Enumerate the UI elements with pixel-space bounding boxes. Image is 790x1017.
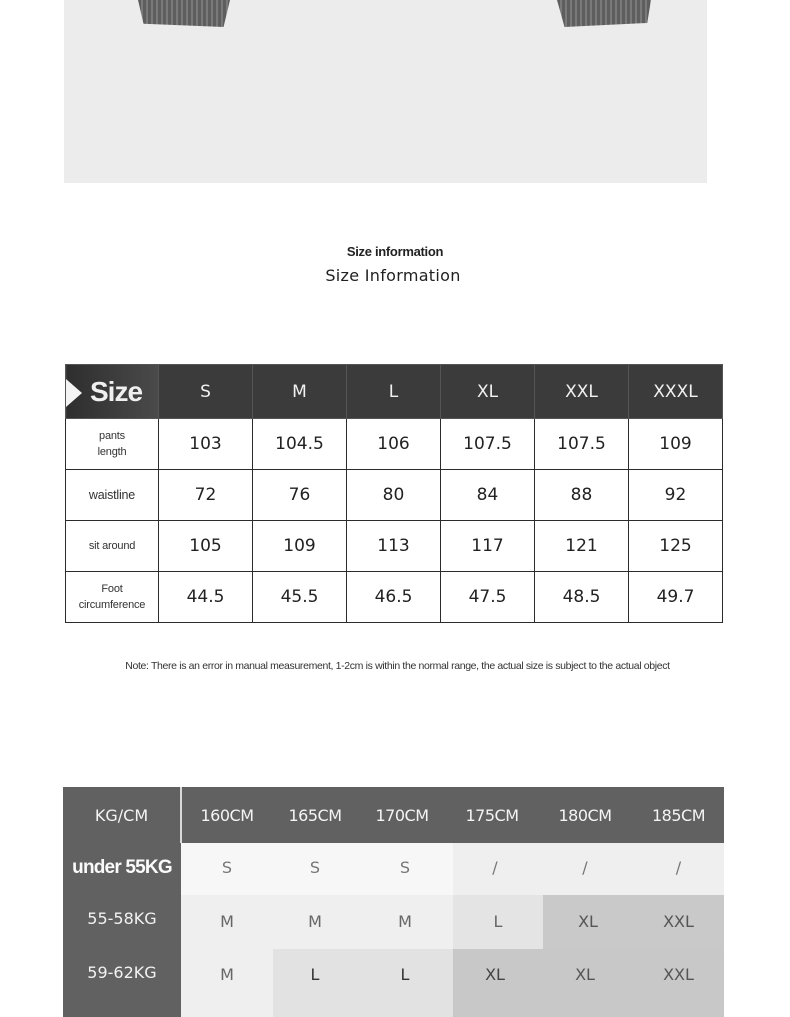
section-title: Size Information: [325, 266, 461, 285]
wh-size-cell: L: [453, 895, 543, 949]
wh-size-cell: M: [181, 949, 273, 1017]
weight-height-chart: [63, 787, 724, 1017]
wh-height-header: 170CM: [375, 806, 429, 825]
table-cell: 121: [535, 521, 629, 572]
wh-height-header: 185CM: [651, 806, 705, 825]
table-row-pants-length: [66, 419, 723, 470]
wh-size-cell: M: [357, 895, 453, 949]
row-label-foot-circumference: [66, 572, 159, 623]
size-header-xxl: XXL: [535, 365, 629, 419]
wh-corner-label: KG/CM: [63, 787, 182, 843]
row-label-waistline: waistline: [66, 470, 159, 521]
table-cell: 44.5: [159, 572, 253, 623]
wh-size-cell: XL: [453, 949, 537, 1017]
row-label-line: length: [97, 446, 127, 458]
size-header-xl: XL: [441, 365, 535, 419]
table-cell: 49.7: [629, 572, 723, 623]
table-row-foot-circumference: [66, 572, 723, 623]
row-label-pants-length: [66, 419, 159, 470]
section-subtitle: Size information: [346, 244, 444, 259]
wh-height-header: 180CM: [558, 806, 612, 825]
table-cell: 117: [441, 521, 535, 572]
table-cell: 107.5: [441, 419, 535, 470]
wh-size-cell: L: [357, 949, 453, 1017]
table-cell: 47.5: [441, 572, 535, 623]
triangle-arrow-icon: [66, 379, 82, 407]
wh-size-cell: XL: [537, 949, 633, 1017]
size-table-header: [66, 365, 723, 419]
table-cell: 80: [347, 470, 441, 521]
wh-size-cell: XXL: [633, 949, 724, 1017]
size-table: [65, 364, 723, 623]
wh-size-cell: /: [537, 843, 633, 895]
measurement-note: Note: There is an error in manual measurement, 1-2cm is within the normal range, the actual size is subject to the actual object: [125, 660, 670, 672]
size-corner-label: Size: [90, 375, 143, 407]
table-row-waistline: [66, 470, 723, 521]
table-cell: 103: [159, 419, 253, 470]
table-cell: 106: [347, 419, 441, 470]
table-cell: 92: [629, 470, 723, 521]
wh-size-cell: M: [181, 895, 273, 949]
wh-size-cell: /: [453, 843, 537, 895]
table-cell: 76: [253, 470, 347, 521]
trouser-leg-left: [138, 0, 230, 27]
table-cell: 46.5: [347, 572, 441, 623]
wh-size-cell: S: [357, 843, 453, 895]
row-label-line: pants: [99, 430, 125, 442]
wh-weight-label: 55-58KG: [63, 895, 181, 949]
table-cell: 109: [253, 521, 347, 572]
size-header-xxxl: XXXL: [629, 365, 723, 419]
table-cell: 104.5: [253, 419, 347, 470]
wh-height-header: 165CM: [288, 806, 342, 825]
row-label-line: Foot: [101, 583, 123, 595]
table-cell: 45.5: [253, 572, 347, 623]
wh-size-cell: XL: [543, 895, 633, 949]
row-label-line: circumference: [78, 599, 146, 611]
wh-size-cell: S: [181, 843, 273, 895]
table-cell: 88: [535, 470, 629, 521]
wh-size-cell: M: [273, 895, 357, 949]
wh-height-header: 175CM: [465, 806, 519, 825]
table-cell: 113: [347, 521, 441, 572]
table-cell: 72: [159, 470, 253, 521]
wh-size-cell: L: [273, 949, 357, 1017]
table-cell: 109: [629, 419, 723, 470]
wh-size-cell: /: [633, 843, 724, 895]
wh-size-cell: XXL: [633, 895, 724, 949]
size-header-l: L: [347, 365, 441, 419]
table-cell: 105: [159, 521, 253, 572]
table-cell: 125: [629, 521, 723, 572]
table-cell: 107.5: [535, 419, 629, 470]
wh-height-header: 160CM: [200, 806, 254, 825]
size-header-m: M: [253, 365, 347, 419]
table-cell: 84: [441, 470, 535, 521]
wh-weight-label: 59-62KG: [63, 949, 181, 1017]
product-photo: [64, 0, 707, 183]
row-label-sit-around: sit around: [66, 521, 159, 572]
size-header-s: S: [159, 365, 253, 419]
wh-size-cell: S: [273, 843, 357, 895]
wh-header-row: [63, 787, 724, 843]
table-cell: 48.5: [535, 572, 629, 623]
table-row-sit-around: [66, 521, 723, 572]
wh-weight-label: under 55KG: [63, 843, 181, 895]
trouser-leg-right: [557, 0, 651, 27]
size-table-corner: [66, 365, 159, 419]
